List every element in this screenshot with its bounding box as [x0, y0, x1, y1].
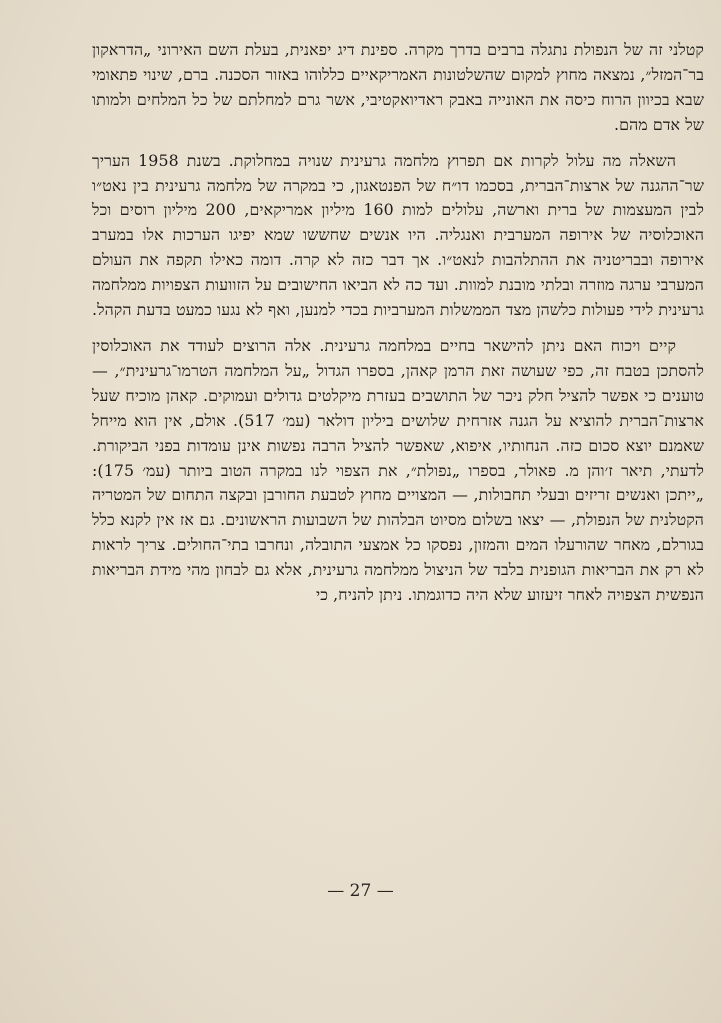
paragraph-3: קיים ויכוח האם ניתן להישאר בחיים במלחמה גרעינית. אלה הרוצים לעודד את האוכלוסין להסתכן בטבח זה, כפי שעושה זאת הרמן קאהן, בספרו הגדול „על המלחמה הטרמו־גרעינית״, — טוענים כי אפשר להציל חלק ניכר של התושבים בעזרת מיקלטים גדולים ועמוקים. קאהן מוכיח שעל ארצות־הברית להוציא על הגנה אזרחית שלושים ביליון דולאר (עמ׳ 517). אולם, אין הוא מייחל שאמנם יוצא סכום כזה. הנחותיו, איפוא, שאפשר להציל הרבה נפשות אינן עומדות בפני הביקורת. לדעתי, תיאר ז׳והן מ. פאולר, בספרו „נפולת״, את הצפוי לנו במקרה הטוב ביותר (עמ׳ 175): „ייתכן ואנשים זריזים ובעלי תחבולות, — המצויים מחוץ לטבעת החורבן ובקצה התחום של המטריה הקטלנית של הנפולת, — יצאו בשלום מסיוט הבלהות של השבועות הראשונים. גם אז אין לקנא כלל בגורלם, מאחר שהורעלו המים והמזון, נפסקו כל אמצעי התובלה, ונחרבו בתי־החולים. צריך לראות לא רק את הבריאות הגופנית בלבד של הניצול ממלחמה גרעינית, אלא גם לבחון מהי מידת הבריאות הנפשית הצפויה לאחר זיעזוע שלא היה כדוגמתו. ניתן להניח, כי [92, 335, 705, 605]
paragraph-2: השאלה מה עלול לקרות אם תפרוץ מלחמה גרעינית שנויה במחלוקת. בשנת 1958 העריך שר־ההגנה של ארצות־הברית, בסכמו דו״ח של הפנטאגון, כי במקרה של מלחמה גרעינית בין נאט״ו לבין המעצמות של ברית וארשה, עלולים למות 160 מיליון אמריקאים, 200 מיליון רוסים וכל האוכלוסיה של אירופה המערבית ואנגליה. היו אנשים שחששו שמא יפיגו הערכות אלו במערב אירופה ובבריטניה את ההתלהבות לנאט״ו. אך דבר כזה לא קרה. דומה כאילו תקפה את העולם המערבי ערגה מוזרה ובלתי מובנת למוות. ועד כה לא הביאו החישובים על הזוועות הצפויות ממלחמה גרעינית לידי פעולות כלשהן מצד הממשלות המערביות בכדי למנען, ואף לא נגעו כמעט בדעת הקהל. [92, 150, 705, 320]
page-number: — 27 — [327, 881, 394, 901]
paragraph-1: קטלני זה של הנפולת נתגלה ברבים בדרך מקרה. ספינת דיג יפאנית, בעלת השם האירוני „הדראקון בר־המזל״, נמצאה מחוץ למקום שהשלטונות האמריקאיים כללוהו באזור הסכנה. ברם, שינוי פתאומי שבא בכיוון הרוח כיסה את האונייה באבק ראדיואקטיבי, אשר גרם למחלתם של כל המלחים ולמותו של אדם מהם. [92, 40, 704, 134]
page-text-block [92, 38, 704, 968]
